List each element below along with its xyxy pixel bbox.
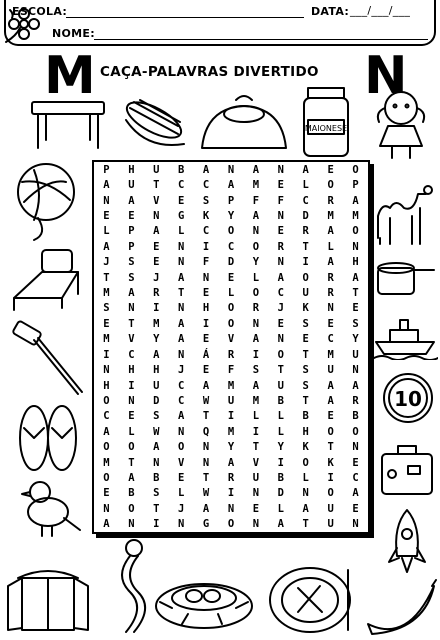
- grid-cell[interactable]: E: [327, 317, 334, 330]
- grid-cell[interactable]: N: [178, 348, 185, 361]
- grid-cell[interactable]: L: [103, 225, 110, 238]
- grid-cell[interactable]: O: [352, 225, 359, 238]
- grid-cell[interactable]: V: [178, 456, 185, 469]
- grid-cell[interactable]: C: [352, 472, 359, 485]
- grid-cell[interactable]: M: [103, 333, 110, 346]
- grid-cell[interactable]: O: [302, 456, 309, 469]
- grid-cell[interactable]: L: [277, 502, 284, 515]
- grid-cell[interactable]: N: [327, 302, 334, 315]
- grid-cell[interactable]: T: [302, 348, 309, 361]
- grid-cell[interactable]: E: [153, 256, 160, 269]
- grid-cell[interactable]: O: [103, 472, 110, 485]
- grid-cell[interactable]: E: [202, 287, 210, 300]
- grid-cell[interactable]: L: [128, 425, 135, 438]
- grid-cell[interactable]: N: [103, 502, 110, 515]
- grid-cell[interactable]: M: [252, 179, 260, 192]
- school-field[interactable]: [66, 17, 304, 18]
- grid-cell[interactable]: U: [153, 163, 160, 176]
- grid-cell[interactable]: L: [178, 225, 185, 238]
- grid-cell[interactable]: C: [103, 410, 110, 423]
- grid-cell[interactable]: D: [153, 394, 160, 407]
- ship-picture: [372, 316, 438, 360]
- camel-picture: [372, 180, 436, 250]
- grid-cell[interactable]: N: [252, 518, 260, 531]
- grid-cell[interactable]: M: [327, 209, 334, 222]
- grid-cell[interactable]: N: [128, 394, 135, 407]
- grid-cell[interactable]: K: [302, 302, 309, 315]
- grid-cell[interactable]: V: [252, 456, 260, 469]
- name-field[interactable]: [94, 39, 428, 40]
- grid-cell[interactable]: U: [327, 364, 334, 377]
- grid-cell[interactable]: S: [128, 256, 135, 269]
- school-label: ESCOLA:: [12, 5, 68, 18]
- grid-cell[interactable]: N: [277, 256, 284, 269]
- grid-cell[interactable]: A: [178, 271, 185, 284]
- grid-cell[interactable]: O: [178, 441, 185, 454]
- grid-cell[interactable]: N: [202, 441, 210, 454]
- grid-cell[interactable]: A: [352, 194, 359, 207]
- grid-cell[interactable]: E: [352, 456, 359, 469]
- grid-cell[interactable]: J: [153, 271, 160, 284]
- grid-cell[interactable]: N: [227, 502, 235, 515]
- grid-cell[interactable]: L: [277, 425, 284, 438]
- grid-cell[interactable]: A: [327, 379, 334, 392]
- grid-cell[interactable]: U: [128, 179, 135, 192]
- grid-cell[interactable]: N: [178, 240, 185, 253]
- grid-cell[interactable]: N: [178, 425, 185, 438]
- grid-cell[interactable]: I: [252, 348, 260, 361]
- grid-cell[interactable]: H: [153, 364, 160, 377]
- svg-text:10: 10: [394, 387, 422, 411]
- grid-cell[interactable]: P: [352, 179, 359, 192]
- grid-cell[interactable]: Y: [277, 441, 284, 454]
- grid-cell[interactable]: P: [128, 225, 135, 238]
- word-search-grid: [92, 160, 370, 534]
- grid-cell[interactable]: B: [178, 163, 185, 176]
- grid-cell[interactable]: N: [277, 333, 284, 346]
- coin-picture: [380, 370, 436, 426]
- grid-cell[interactable]: V: [128, 333, 135, 346]
- grid-cell[interactable]: A: [128, 287, 135, 300]
- grid-cell[interactable]: A: [202, 502, 210, 515]
- grid-cell[interactable]: A: [277, 518, 284, 531]
- grid-cell[interactable]: N: [227, 163, 235, 176]
- grid-cell[interactable]: W: [202, 394, 210, 407]
- grid-cell[interactable]: H: [103, 379, 110, 392]
- grid-cell[interactable]: I: [252, 425, 260, 438]
- grid-cell[interactable]: A: [277, 271, 284, 284]
- grid-cell[interactable]: A: [202, 379, 210, 392]
- grid-cell[interactable]: O: [352, 163, 359, 176]
- grid-cell[interactable]: I: [153, 302, 160, 315]
- grid-cell[interactable]: T: [277, 364, 284, 377]
- grid-cell[interactable]: A: [227, 456, 235, 469]
- grid-cell[interactable]: O: [128, 441, 135, 454]
- grid-cell[interactable]: R: [227, 348, 235, 361]
- grid-cell[interactable]: I: [153, 518, 160, 531]
- grid-cell[interactable]: L: [178, 487, 185, 500]
- grid-cell[interactable]: A: [327, 394, 334, 407]
- window-picture: [2, 566, 94, 640]
- grid-cell[interactable]: L: [302, 179, 309, 192]
- grid-cell[interactable]: E: [252, 502, 260, 515]
- grid-cell[interactable]: N: [103, 364, 110, 377]
- grid-cell[interactable]: S: [252, 364, 260, 377]
- grid-cell[interactable]: L: [277, 410, 284, 423]
- pan-picture: [374, 252, 436, 304]
- grid-cell[interactable]: K: [202, 209, 210, 222]
- grid-cell[interactable]: T: [128, 317, 135, 330]
- grid-cell[interactable]: R: [252, 302, 260, 315]
- grid-cell[interactable]: O: [327, 179, 334, 192]
- grid-cell[interactable]: U: [277, 379, 284, 392]
- grid-cell[interactable]: P: [128, 240, 135, 253]
- grid-cell[interactable]: S: [302, 379, 309, 392]
- grid-cell[interactable]: P: [103, 163, 110, 176]
- grid-cell[interactable]: I: [128, 379, 135, 392]
- grid-cell[interactable]: Y: [352, 333, 359, 346]
- grid-cell[interactable]: A: [302, 163, 309, 176]
- grid-cell[interactable]: A: [352, 271, 359, 284]
- grid-cell[interactable]: L: [302, 472, 309, 485]
- grid-cell[interactable]: A: [128, 194, 135, 207]
- grid-cell[interactable]: N: [352, 441, 359, 454]
- grid-cell[interactable]: M: [153, 317, 160, 330]
- grid-cell[interactable]: D: [277, 487, 284, 500]
- date-label: DATA:: [311, 5, 350, 18]
- grid-cell[interactable]: U: [302, 287, 309, 300]
- potty-picture: [196, 90, 292, 156]
- bed-picture: [6, 244, 84, 316]
- grid-cell[interactable]: U: [327, 518, 334, 531]
- grid-cell[interactable]: N: [178, 302, 185, 315]
- grid-cell[interactable]: N: [302, 487, 309, 500]
- grid-cell[interactable]: Á: [202, 348, 210, 361]
- grid-cell[interactable]: N: [128, 302, 135, 315]
- grid-cell[interactable]: J: [103, 256, 110, 269]
- grid-cell[interactable]: H: [302, 425, 309, 438]
- bird-picture: [18, 474, 82, 540]
- grid-cell[interactable]: E: [128, 209, 135, 222]
- grid-cell[interactable]: A: [252, 209, 260, 222]
- grid-cell[interactable]: E: [227, 271, 235, 284]
- grid-cell[interactable]: S: [202, 194, 210, 207]
- grid-cell[interactable]: A: [327, 225, 334, 238]
- grid-cell[interactable]: A: [352, 487, 359, 500]
- grid-cell[interactable]: B: [153, 472, 160, 485]
- grid-cell[interactable]: I: [327, 472, 334, 485]
- grid-cell[interactable]: E: [128, 410, 135, 423]
- grid-cell[interactable]: C: [227, 240, 235, 253]
- grid-cell[interactable]: E: [277, 225, 284, 238]
- grid-cell[interactable]: N: [178, 256, 185, 269]
- grid-cell[interactable]: T: [153, 502, 160, 515]
- grid-cell[interactable]: Q: [202, 425, 210, 438]
- grid-cell[interactable]: E: [202, 364, 210, 377]
- grid-cell[interactable]: C: [178, 179, 185, 192]
- grid-cell[interactable]: M: [327, 348, 334, 361]
- grid-cell[interactable]: D: [227, 256, 235, 269]
- plate-picture: [262, 562, 356, 638]
- grid-cell[interactable]: O: [327, 487, 334, 500]
- grid-cell[interactable]: M: [227, 379, 235, 392]
- name-label: NOME:: [52, 27, 95, 40]
- grid-cell[interactable]: F: [227, 364, 235, 377]
- corn-picture: [116, 90, 192, 156]
- grid-cell[interactable]: H: [128, 364, 135, 377]
- grid-cell[interactable]: M: [352, 209, 359, 222]
- grid-cell[interactable]: T: [202, 472, 210, 485]
- grid-cell[interactable]: A: [227, 179, 235, 192]
- grid-cell[interactable]: L: [327, 240, 334, 253]
- grid-cell[interactable]: A: [153, 441, 160, 454]
- grid-cell[interactable]: C: [202, 225, 210, 238]
- grid-cell[interactable]: T: [202, 410, 210, 423]
- grid-cell[interactable]: Y: [227, 441, 235, 454]
- hammer-picture: [8, 318, 86, 398]
- grid-cell[interactable]: S: [302, 364, 309, 377]
- grid-cell[interactable]: A: [252, 379, 260, 392]
- grid-cell[interactable]: A: [103, 518, 110, 531]
- grid-cell[interactable]: B: [277, 394, 284, 407]
- grid-cell[interactable]: C: [178, 394, 185, 407]
- grid-cell[interactable]: I: [202, 240, 210, 253]
- grid-cell[interactable]: E: [103, 209, 110, 222]
- grid-cell[interactable]: N: [202, 271, 210, 284]
- grid-cell[interactable]: B: [302, 410, 309, 423]
- grid-cell[interactable]: V: [153, 194, 160, 207]
- grid-cell[interactable]: E: [327, 410, 334, 423]
- grid-cell[interactable]: C: [202, 179, 210, 192]
- grid-cell[interactable]: E: [302, 333, 309, 346]
- suitcase-picture: [378, 438, 436, 500]
- doll-picture: [368, 86, 434, 162]
- grid-cell[interactable]: A: [252, 333, 260, 346]
- flip-flops-picture: [10, 398, 88, 476]
- grid-cell[interactable]: H: [128, 163, 135, 176]
- grid-cell[interactable]: W: [202, 487, 210, 500]
- grid-cell[interactable]: R: [153, 287, 160, 300]
- grid-cell[interactable]: T: [302, 240, 309, 253]
- svg-text:MAIONESE: MAIONESE: [304, 124, 348, 133]
- grid-cell[interactable]: N: [103, 194, 110, 207]
- grid-cell[interactable]: T: [178, 287, 185, 300]
- grid-cell[interactable]: U: [227, 394, 235, 407]
- grid-cell[interactable]: I: [103, 348, 110, 361]
- grid-cell[interactable]: T: [153, 179, 160, 192]
- grid-cell[interactable]: N: [128, 518, 135, 531]
- grid-cell[interactable]: U: [352, 348, 359, 361]
- grid-cell[interactable]: T: [252, 441, 260, 454]
- grid-cell[interactable]: R: [327, 271, 334, 284]
- grid-cell[interactable]: C: [178, 379, 185, 392]
- grid-cell[interactable]: A: [128, 472, 135, 485]
- grid-cell[interactable]: T: [327, 441, 334, 454]
- grid-cell[interactable]: N: [252, 317, 260, 330]
- grid-cell[interactable]: R: [277, 240, 284, 253]
- grid-cell[interactable]: Y: [153, 333, 160, 346]
- date-field[interactable]: ___/___/___: [350, 4, 411, 17]
- grid-cell[interactable]: K: [327, 456, 334, 469]
- grid-cell[interactable]: B: [128, 487, 135, 500]
- rocket-picture: [382, 506, 432, 576]
- grid-cell[interactable]: G: [202, 518, 210, 531]
- grid-cell[interactable]: B: [277, 472, 284, 485]
- grid-cell[interactable]: I: [227, 410, 235, 423]
- grid-cell[interactable]: E: [103, 487, 110, 500]
- grid-cell[interactable]: H: [202, 302, 210, 315]
- grid-cell[interactable]: V: [227, 333, 235, 346]
- grid-cell[interactable]: J: [178, 502, 185, 515]
- grid-cell[interactable]: P: [227, 194, 235, 207]
- grid-cell[interactable]: C: [277, 287, 284, 300]
- grid-cell[interactable]: N: [352, 518, 359, 531]
- grid-cell[interactable]: E: [352, 502, 359, 515]
- grid-cell[interactable]: A: [103, 240, 110, 253]
- grid-cell[interactable]: B: [352, 410, 359, 423]
- grid-cell[interactable]: S: [302, 317, 309, 330]
- grid-cell[interactable]: C: [302, 194, 309, 207]
- grid-cell[interactable]: E: [327, 163, 334, 176]
- grid-cell[interactable]: M: [227, 425, 235, 438]
- grid-cell[interactable]: T: [352, 287, 359, 300]
- mayonnaise-jar-picture: [298, 84, 354, 160]
- grid-cell[interactable]: E: [202, 333, 210, 346]
- grid-cell[interactable]: N: [277, 209, 284, 222]
- grid-cell[interactable]: R: [327, 287, 334, 300]
- grid-cell[interactable]: N: [178, 518, 185, 531]
- grid-cell[interactable]: A: [178, 410, 185, 423]
- grid-cell[interactable]: A: [178, 333, 185, 346]
- grid-cell[interactable]: F: [252, 194, 260, 207]
- grid-cell[interactable]: U: [252, 472, 260, 485]
- grid-cell[interactable]: O: [302, 271, 309, 284]
- grid-cell[interactable]: R: [302, 225, 309, 238]
- grid-cell[interactable]: A: [103, 425, 110, 438]
- grid-cell[interactable]: R: [352, 394, 359, 407]
- grid-cell[interactable]: O: [352, 425, 359, 438]
- grid-cell[interactable]: N: [252, 225, 260, 238]
- grid-cell[interactable]: T: [128, 456, 135, 469]
- grid-cell[interactable]: C: [128, 348, 135, 361]
- grid-cell[interactable]: W: [153, 425, 160, 438]
- grid-cell[interactable]: A: [302, 502, 309, 515]
- grid-cell[interactable]: A: [153, 348, 160, 361]
- grid-cell[interactable]: I: [302, 256, 309, 269]
- grid-cell[interactable]: S: [103, 302, 110, 315]
- grid-cell[interactable]: U: [153, 379, 160, 392]
- grid-cell[interactable]: L: [227, 287, 235, 300]
- grid-cell[interactable]: O: [277, 348, 284, 361]
- grid-cell[interactable]: O: [227, 317, 235, 330]
- grid-cell[interactable]: S: [153, 410, 160, 423]
- grid-cell[interactable]: U: [327, 502, 334, 515]
- grid-cell[interactable]: S: [153, 487, 160, 500]
- grid-cell[interactable]: M: [252, 394, 260, 407]
- grid-cell[interactable]: R: [327, 194, 334, 207]
- grid-cell[interactable]: O: [227, 302, 235, 315]
- grid-cell[interactable]: I: [227, 487, 235, 500]
- yarn-ball-picture: [8, 158, 86, 242]
- grid-cell[interactable]: A: [103, 179, 110, 192]
- grid-cell[interactable]: E: [277, 179, 284, 192]
- grid-cell[interactable]: J: [277, 302, 284, 315]
- grid-cell[interactable]: O: [227, 225, 235, 238]
- grid-cell[interactable]: E: [178, 194, 185, 207]
- grid-cell[interactable]: J: [178, 364, 185, 377]
- grid-cell[interactable]: O: [252, 240, 260, 253]
- grid-cell[interactable]: O: [103, 394, 110, 407]
- grid-cell[interactable]: F: [202, 256, 210, 269]
- grid-cell[interactable]: S: [128, 271, 135, 284]
- grid-cell[interactable]: Y: [227, 209, 235, 222]
- page-title: CAÇA-PALAVRAS DIVERTIDO: [100, 64, 319, 80]
- grid-cell[interactable]: C: [327, 333, 334, 346]
- grid-cell[interactable]: N: [153, 209, 160, 222]
- grid-cell[interactable]: N: [202, 456, 210, 469]
- worm-picture: [108, 536, 154, 636]
- grid-cell[interactable]: N: [252, 487, 260, 500]
- grid-cell[interactable]: O: [227, 518, 235, 531]
- grid-cell[interactable]: I: [277, 456, 284, 469]
- grid-cell[interactable]: N: [352, 364, 359, 377]
- grid-cell[interactable]: A: [202, 163, 210, 176]
- grid-cell[interactable]: A: [178, 317, 185, 330]
- table-picture: [28, 96, 108, 152]
- grid-cell[interactable]: T: [302, 518, 309, 531]
- grid-cell[interactable]: A: [352, 379, 359, 392]
- grid-cell[interactable]: E: [178, 472, 185, 485]
- grid-cell[interactable]: A: [153, 225, 160, 238]
- grid-cell[interactable]: O: [128, 502, 135, 515]
- grid-cell[interactable]: N: [277, 163, 284, 176]
- grid-cell[interactable]: L: [252, 271, 260, 284]
- grid-cell[interactable]: F: [277, 194, 284, 207]
- grid-cell[interactable]: N: [153, 456, 160, 469]
- grid-cell[interactable]: K: [302, 441, 309, 454]
- grid-cell[interactable]: R: [227, 472, 235, 485]
- grid-cell[interactable]: A: [327, 256, 334, 269]
- grid-cell[interactable]: H: [352, 256, 359, 269]
- grid-cell[interactable]: E: [352, 302, 359, 315]
- grid-cell[interactable]: L: [252, 410, 260, 423]
- grid-cell[interactable]: A: [252, 163, 260, 176]
- grid-cell[interactable]: E: [277, 317, 284, 330]
- grid-cell[interactable]: D: [302, 209, 309, 222]
- grid-cell[interactable]: M: [103, 456, 110, 469]
- letter-n: N: [364, 46, 408, 106]
- grid-cell[interactable]: N: [352, 240, 359, 253]
- banana-picture: [358, 578, 440, 638]
- grid-cell[interactable]: E: [103, 317, 110, 330]
- grid-cell[interactable]: E: [153, 240, 160, 253]
- grid-cell[interactable]: T: [302, 394, 309, 407]
- grid-cell[interactable]: S: [352, 317, 359, 330]
- grid-cell[interactable]: G: [178, 209, 185, 222]
- nest-picture: [152, 568, 256, 638]
- grid-cell[interactable]: O: [103, 441, 110, 454]
- grid-cell[interactable]: O: [327, 425, 334, 438]
- grid-cell[interactable]: M: [103, 287, 110, 300]
- grid-cell[interactable]: I: [202, 317, 210, 330]
- grid-cell[interactable]: Y: [252, 256, 260, 269]
- grid-cell[interactable]: O: [252, 287, 260, 300]
- grid-cell[interactable]: T: [103, 271, 110, 284]
- letter-m: M: [44, 46, 96, 106]
